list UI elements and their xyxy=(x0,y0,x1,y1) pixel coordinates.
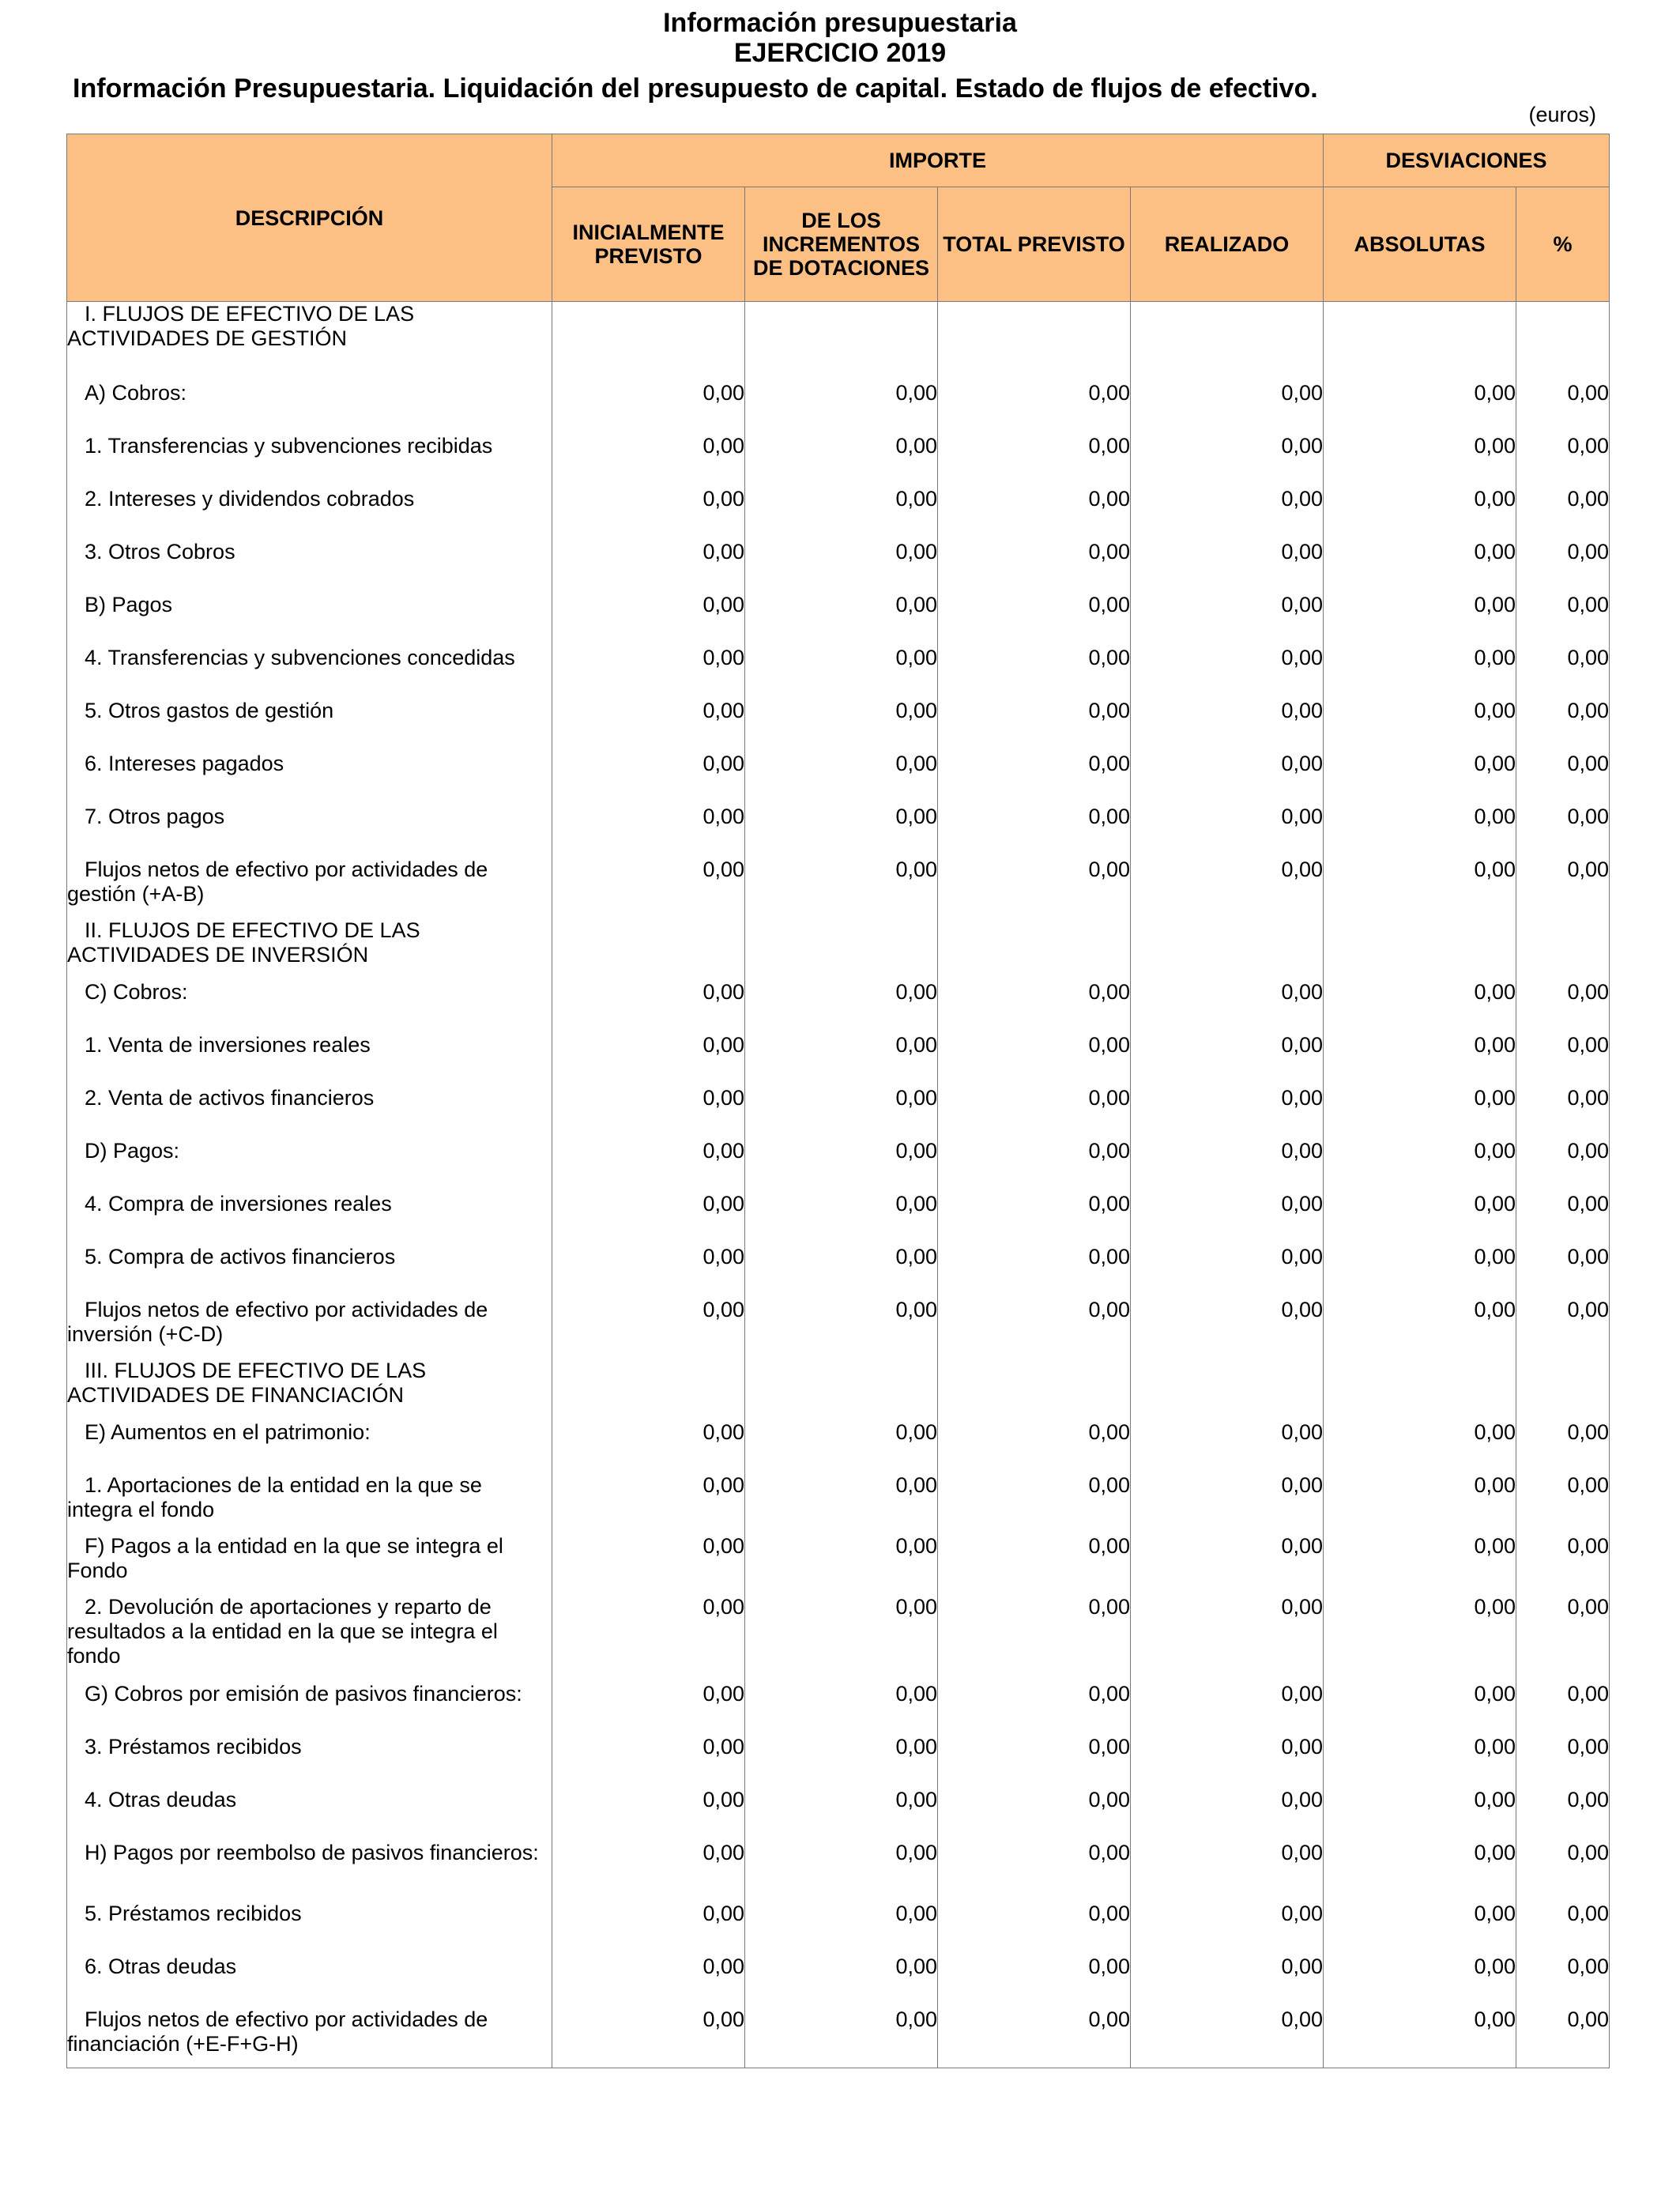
row-value: 0,00 xyxy=(1131,434,1324,487)
row-value: 0,00 xyxy=(552,1534,745,1595)
row-value: 0,00 xyxy=(1324,1086,1516,1139)
table-row xyxy=(67,699,1610,752)
row-value: 0,00 xyxy=(1131,858,1324,918)
table-row xyxy=(67,1033,1610,1086)
row-value: 0,00 xyxy=(552,1420,745,1473)
row-description xyxy=(67,1682,552,1735)
row-value: 0,00 xyxy=(938,1955,1131,2007)
report-title: Información presupuestaria xyxy=(663,8,1017,38)
row-value: 0,00 xyxy=(938,1595,1131,1682)
row-value: 0,00 xyxy=(552,1086,745,1139)
row-value: 0,00 xyxy=(552,1735,745,1788)
row-value: 0,00 xyxy=(1131,1788,1324,1841)
row-value xyxy=(745,1359,938,1420)
row-label: 4. Compra de inversiones reales xyxy=(85,1191,392,1216)
row-label: 5. Compra de activos financieros xyxy=(85,1244,396,1269)
row-value: 0,00 xyxy=(1516,1192,1610,1245)
row-value: 0,00 xyxy=(552,752,745,805)
row-value: 0,00 xyxy=(1324,1595,1516,1682)
row-description xyxy=(67,1534,552,1595)
row-value: 0,00 xyxy=(1324,1033,1516,1086)
row-value: 0,00 xyxy=(1324,1788,1516,1841)
row-label: B) Pagos xyxy=(85,592,173,616)
table-row xyxy=(67,1735,1610,1788)
row-value: 0,00 xyxy=(1131,980,1324,1033)
table-row xyxy=(67,980,1610,1033)
row-value: 0,00 xyxy=(745,381,938,434)
row-description xyxy=(67,646,552,699)
row-value xyxy=(1516,1359,1610,1420)
row-value: 0,00 xyxy=(1516,1298,1610,1359)
row-value: 0,00 xyxy=(745,805,938,858)
row-value: 0,00 xyxy=(1131,540,1324,593)
row-value xyxy=(938,1359,1131,1420)
row-label: 1. Aportaciones de la entidad en la que se integra el fondo xyxy=(67,1472,482,1521)
row-description xyxy=(67,699,552,752)
row-value: 0,00 xyxy=(1516,980,1610,1033)
row-value: 0,00 xyxy=(938,805,1131,858)
row-value: 0,00 xyxy=(1324,858,1516,918)
row-description xyxy=(67,858,552,918)
row-value: 0,00 xyxy=(1324,1473,1516,1534)
row-value: 0,00 xyxy=(745,699,938,752)
row-value: 0,00 xyxy=(1516,1033,1610,1086)
row-label: 5. Otros gastos de gestión xyxy=(85,698,334,722)
row-value: 0,00 xyxy=(745,646,938,699)
row-value: 0,00 xyxy=(745,1245,938,1298)
row-description xyxy=(67,1788,552,1841)
row-value xyxy=(1516,918,1610,980)
row-value: 0,00 xyxy=(1131,1735,1324,1788)
row-description xyxy=(67,1298,552,1359)
row-value: 0,00 xyxy=(938,752,1131,805)
row-value: 0,00 xyxy=(552,434,745,487)
row-label: 2. Intereses y dividendos cobrados xyxy=(85,486,415,511)
row-value: 0,00 xyxy=(745,980,938,1033)
row-value: 0,00 xyxy=(552,1473,745,1534)
row-value: 0,00 xyxy=(1324,2007,1516,2068)
row-label: 5. Préstamos recibidos xyxy=(85,1901,302,1925)
table-row xyxy=(67,1245,1610,1298)
row-value: 0,00 xyxy=(745,1192,938,1245)
row-value xyxy=(1131,918,1324,980)
row-label: 3. Préstamos recibidos xyxy=(85,1734,302,1759)
row-value: 0,00 xyxy=(1324,434,1516,487)
row-label: I. FLUJOS DE EFECTIVO DE LAS ACTIVIDADES DE GESTIÓN xyxy=(67,302,415,350)
row-value: 0,00 xyxy=(552,1298,745,1359)
row-value: 0,00 xyxy=(1516,593,1610,646)
row-value: 0,00 xyxy=(1324,699,1516,752)
row-value: 0,00 xyxy=(1516,540,1610,593)
row-value: 0,00 xyxy=(938,381,1131,434)
row-value: 0,00 xyxy=(1324,752,1516,805)
row-description xyxy=(67,302,552,381)
table-row xyxy=(67,381,1610,434)
row-value: 0,00 xyxy=(1516,487,1610,540)
row-value: 0,00 xyxy=(1131,805,1324,858)
table-row xyxy=(67,540,1610,593)
table-row xyxy=(67,1682,1610,1735)
row-value: 0,00 xyxy=(1324,805,1516,858)
row-value: 0,00 xyxy=(1516,858,1610,918)
row-value xyxy=(1324,1359,1516,1420)
row-value: 0,00 xyxy=(1516,1682,1610,1735)
row-value xyxy=(1324,918,1516,980)
row-value: 0,00 xyxy=(552,805,745,858)
row-value: 0,00 xyxy=(745,1841,938,1902)
row-label: 3. Otros Cobros xyxy=(85,539,235,564)
row-value: 0,00 xyxy=(1131,2007,1324,2068)
row-value: 0,00 xyxy=(1324,540,1516,593)
row-value: 0,00 xyxy=(1324,646,1516,699)
units-label: (euros) xyxy=(1528,103,1596,126)
row-description xyxy=(67,540,552,593)
row-description xyxy=(67,2007,552,2068)
row-value: 0,00 xyxy=(745,1902,938,1955)
row-value: 0,00 xyxy=(1131,1086,1324,1139)
row-value: 0,00 xyxy=(1516,1420,1610,1473)
row-label: Flujos netos de efectivo por actividades de gestión (+A-B) xyxy=(67,857,488,906)
row-value: 0,00 xyxy=(745,1955,938,2007)
row-value: 0,00 xyxy=(1516,381,1610,434)
row-value: 0,00 xyxy=(1324,1841,1516,1902)
table-row xyxy=(67,1192,1610,1245)
row-value: 0,00 xyxy=(1131,487,1324,540)
row-value xyxy=(1131,302,1324,381)
row-value: 0,00 xyxy=(552,699,745,752)
row-value: 0,00 xyxy=(552,1902,745,1955)
row-label: A) Cobros: xyxy=(85,380,187,405)
table-row xyxy=(67,1139,1610,1192)
row-value xyxy=(1324,302,1516,381)
row-value: 0,00 xyxy=(938,1534,1131,1595)
row-label: E) Aumentos en el patrimonio: xyxy=(85,1419,371,1444)
row-value: 0,00 xyxy=(745,1788,938,1841)
row-value: 0,00 xyxy=(1516,1955,1610,2007)
row-label: 7. Otros pagos xyxy=(85,804,225,828)
row-value: 0,00 xyxy=(1516,646,1610,699)
row-value: 0,00 xyxy=(552,1033,745,1086)
header-descripcion: DESCRIPCIÓN xyxy=(67,134,552,302)
header-importe: IMPORTE xyxy=(552,134,1324,187)
row-value xyxy=(745,918,938,980)
row-label: 1. Venta de inversiones reales xyxy=(85,1032,371,1057)
row-value: 0,00 xyxy=(938,1420,1131,1473)
row-value xyxy=(552,1359,745,1420)
row-value: 0,00 xyxy=(938,1033,1131,1086)
row-label: III. FLUJOS DE EFECTIVO DE LAS ACTIVIDADES DE FINANCIACIÓN xyxy=(67,1358,427,1407)
row-value xyxy=(745,302,938,381)
row-value: 0,00 xyxy=(552,1245,745,1298)
row-value: 0,00 xyxy=(1324,1192,1516,1245)
row-value: 0,00 xyxy=(1516,1735,1610,1788)
row-value: 0,00 xyxy=(1324,1139,1516,1192)
section-row xyxy=(67,302,1610,381)
row-value: 0,00 xyxy=(1131,646,1324,699)
row-value: 0,00 xyxy=(1131,1245,1324,1298)
row-label: 2. Venta de activos financieros xyxy=(85,1085,375,1110)
header-realizado: REALIZADO xyxy=(1131,187,1324,302)
row-value: 0,00 xyxy=(745,1735,938,1788)
table-row xyxy=(67,1955,1610,2007)
table-row xyxy=(67,1595,1610,1682)
report-subtitle: Información Presupuestaria. Liquidación del presupuesto de capital. Estado de flujos de efectivo. xyxy=(73,74,1318,104)
row-label: 1. Transferencias y subvenciones recibidas xyxy=(85,433,493,458)
row-value: 0,00 xyxy=(745,1298,938,1359)
row-value: 0,00 xyxy=(745,858,938,918)
section-row xyxy=(67,1359,1610,1420)
row-value: 0,00 xyxy=(1516,1086,1610,1139)
table-row xyxy=(67,1788,1610,1841)
row-value: 0,00 xyxy=(1516,1139,1610,1192)
row-value: 0,00 xyxy=(552,1788,745,1841)
row-value: 0,00 xyxy=(1131,381,1324,434)
row-value: 0,00 xyxy=(1131,1298,1324,1359)
row-value: 0,00 xyxy=(1516,699,1610,752)
row-value: 0,00 xyxy=(1131,1595,1324,1682)
row-value: 0,00 xyxy=(1324,980,1516,1033)
row-description xyxy=(67,1595,552,1682)
row-value: 0,00 xyxy=(1131,1139,1324,1192)
row-description xyxy=(67,1086,552,1139)
table-row xyxy=(67,1841,1610,1902)
row-label: H) Pagos por reembolso de pasivos financieros: xyxy=(85,1840,539,1864)
row-value: 0,00 xyxy=(552,2007,745,2068)
header-total-previsto: TOTAL PREVISTO xyxy=(938,187,1131,302)
row-value: 0,00 xyxy=(1516,752,1610,805)
cash-flow-table xyxy=(66,134,1610,2068)
row-value: 0,00 xyxy=(745,540,938,593)
table-row xyxy=(67,858,1610,918)
row-value: 0,00 xyxy=(938,2007,1131,2068)
row-value: 0,00 xyxy=(1324,1420,1516,1473)
row-description xyxy=(67,1139,552,1192)
table-row xyxy=(67,1298,1610,1359)
row-value: 0,00 xyxy=(1516,2007,1610,2068)
row-value xyxy=(552,918,745,980)
row-value: 0,00 xyxy=(552,1841,745,1902)
row-value: 0,00 xyxy=(938,980,1131,1033)
row-value: 0,00 xyxy=(1131,1473,1324,1534)
row-label: 6. Intereses pagados xyxy=(85,751,284,775)
row-value: 0,00 xyxy=(1131,1682,1324,1735)
row-value: 0,00 xyxy=(938,1735,1131,1788)
row-value: 0,00 xyxy=(1324,1245,1516,1298)
table-row xyxy=(67,2007,1610,2068)
row-value: 0,00 xyxy=(745,593,938,646)
row-value: 0,00 xyxy=(1324,1298,1516,1359)
row-value: 0,00 xyxy=(1131,1534,1324,1595)
row-value: 0,00 xyxy=(938,487,1131,540)
row-value: 0,00 xyxy=(552,1595,745,1682)
table-row xyxy=(67,1420,1610,1473)
row-description xyxy=(67,1420,552,1473)
row-value: 0,00 xyxy=(938,1788,1131,1841)
row-description xyxy=(67,1192,552,1245)
row-value: 0,00 xyxy=(745,1595,938,1682)
table-row xyxy=(67,434,1610,487)
row-value: 0,00 xyxy=(745,487,938,540)
row-value: 0,00 xyxy=(1516,1245,1610,1298)
row-value: 0,00 xyxy=(1131,752,1324,805)
row-description xyxy=(67,1735,552,1788)
row-value xyxy=(1131,1359,1324,1420)
row-value: 0,00 xyxy=(552,1955,745,2007)
row-label: F) Pagos a la entidad en la que se integra el Fondo xyxy=(67,1533,503,1582)
row-value: 0,00 xyxy=(1324,487,1516,540)
row-label: 6. Otras deudas xyxy=(85,1954,237,1978)
row-value: 0,00 xyxy=(1131,1033,1324,1086)
row-value: 0,00 xyxy=(552,980,745,1033)
row-value: 0,00 xyxy=(745,1033,938,1086)
row-value: 0,00 xyxy=(938,858,1131,918)
row-value: 0,00 xyxy=(938,646,1131,699)
row-value: 0,00 xyxy=(552,1139,745,1192)
row-value: 0,00 xyxy=(938,1902,1131,1955)
row-value: 0,00 xyxy=(1324,381,1516,434)
row-value: 0,00 xyxy=(1324,593,1516,646)
row-value: 0,00 xyxy=(1324,1735,1516,1788)
row-value: 0,00 xyxy=(1324,1955,1516,2007)
row-value: 0,00 xyxy=(938,699,1131,752)
section-row xyxy=(67,918,1610,980)
row-value: 0,00 xyxy=(1131,699,1324,752)
row-value: 0,00 xyxy=(1324,1682,1516,1735)
table-row xyxy=(67,1534,1610,1595)
row-value xyxy=(552,302,745,381)
row-value: 0,00 xyxy=(938,1298,1131,1359)
row-value: 0,00 xyxy=(552,381,745,434)
row-value: 0,00 xyxy=(1516,1788,1610,1841)
row-value: 0,00 xyxy=(552,487,745,540)
header-incrementos-dotaciones: DE LOS INCREMENTOS DE DOTACIONES xyxy=(745,187,938,302)
row-description xyxy=(67,434,552,487)
row-value: 0,00 xyxy=(552,646,745,699)
row-label: C) Cobros: xyxy=(85,979,188,1004)
row-value: 0,00 xyxy=(938,1245,1131,1298)
row-value: 0,00 xyxy=(1131,593,1324,646)
row-value: 0,00 xyxy=(938,1841,1131,1902)
row-value: 0,00 xyxy=(1516,1473,1610,1534)
row-value: 0,00 xyxy=(1131,1420,1324,1473)
table-row xyxy=(67,1902,1610,1955)
row-value: 0,00 xyxy=(552,1682,745,1735)
row-label: 4. Otras deudas xyxy=(85,1787,237,1811)
report-year: EJERCICIO 2019 xyxy=(733,38,947,68)
row-value: 0,00 xyxy=(745,752,938,805)
row-label: II. FLUJOS DE EFECTIVO DE LAS ACTIVIDADES DE INVERSIÓN xyxy=(67,918,420,967)
table-row xyxy=(67,646,1610,699)
row-value: 0,00 xyxy=(552,1192,745,1245)
row-label: 2. Devolución de aportaciones y reparto de resultados a la entidad en la que se integra el fondo xyxy=(67,1594,498,1668)
row-value: 0,00 xyxy=(745,2007,938,2068)
row-value: 0,00 xyxy=(938,434,1131,487)
row-description xyxy=(67,1473,552,1534)
row-label: G) Cobros por emisión de pasivos financieros: xyxy=(85,1681,522,1706)
row-value: 0,00 xyxy=(1516,805,1610,858)
row-value: 0,00 xyxy=(938,593,1131,646)
table-row xyxy=(67,752,1610,805)
row-value: 0,00 xyxy=(1324,1902,1516,1955)
row-label: D) Pagos: xyxy=(85,1138,180,1163)
row-description xyxy=(67,752,552,805)
row-description xyxy=(67,980,552,1033)
header-desviaciones: DESVIACIONES xyxy=(1324,134,1610,187)
table-row xyxy=(67,1473,1610,1534)
table-row xyxy=(67,805,1610,858)
row-value: 0,00 xyxy=(1516,1902,1610,1955)
row-value: 0,00 xyxy=(552,540,745,593)
row-description xyxy=(67,1902,552,1955)
row-value xyxy=(938,302,1131,381)
row-description xyxy=(67,1955,552,2007)
table-row xyxy=(67,1086,1610,1139)
row-value: 0,00 xyxy=(745,1473,938,1534)
row-description xyxy=(67,381,552,434)
row-value: 0,00 xyxy=(1516,1841,1610,1902)
row-value: 0,00 xyxy=(745,1086,938,1139)
row-value: 0,00 xyxy=(1131,1192,1324,1245)
row-description xyxy=(67,487,552,540)
header-absolutas: ABSOLUTAS xyxy=(1324,187,1516,302)
row-label: Flujos netos de efectivo por actividades de inversión (+C-D) xyxy=(67,1297,488,1346)
header-porcentaje: % xyxy=(1516,187,1610,302)
row-value: 0,00 xyxy=(745,1534,938,1595)
row-label: Flujos netos de efectivo por actividades de financiación (+E-F+G-H) xyxy=(67,2007,488,2056)
row-value: 0,00 xyxy=(745,1682,938,1735)
row-value: 0,00 xyxy=(1516,434,1610,487)
table-row xyxy=(67,487,1610,540)
row-value: 0,00 xyxy=(938,1086,1131,1139)
row-description xyxy=(67,1033,552,1086)
row-description xyxy=(67,918,552,980)
row-value: 0,00 xyxy=(1324,1534,1516,1595)
row-value: 0,00 xyxy=(938,1682,1131,1735)
row-value: 0,00 xyxy=(552,593,745,646)
row-value: 0,00 xyxy=(1516,1534,1610,1595)
header-inicialmente-previsto: INICIALMENTE PREVISTO xyxy=(552,187,745,302)
row-value xyxy=(1516,302,1610,381)
row-description xyxy=(67,593,552,646)
table-row xyxy=(67,593,1610,646)
row-value: 0,00 xyxy=(938,1192,1131,1245)
row-value: 0,00 xyxy=(552,858,745,918)
row-value: 0,00 xyxy=(745,1420,938,1473)
row-value: 0,00 xyxy=(938,1473,1131,1534)
row-value: 0,00 xyxy=(938,540,1131,593)
row-value: 0,00 xyxy=(1516,1595,1610,1682)
row-value: 0,00 xyxy=(938,1139,1131,1192)
row-value xyxy=(938,918,1131,980)
row-description xyxy=(67,1359,552,1420)
row-value: 0,00 xyxy=(745,1139,938,1192)
row-value: 0,00 xyxy=(1131,1955,1324,2007)
row-value: 0,00 xyxy=(1131,1902,1324,1955)
row-value: 0,00 xyxy=(745,434,938,487)
row-description xyxy=(67,805,552,858)
row-description xyxy=(67,1841,552,1902)
row-description xyxy=(67,1245,552,1298)
row-label: 4. Transferencias y subvenciones concedidas xyxy=(85,645,515,669)
row-value: 0,00 xyxy=(1131,1841,1324,1902)
